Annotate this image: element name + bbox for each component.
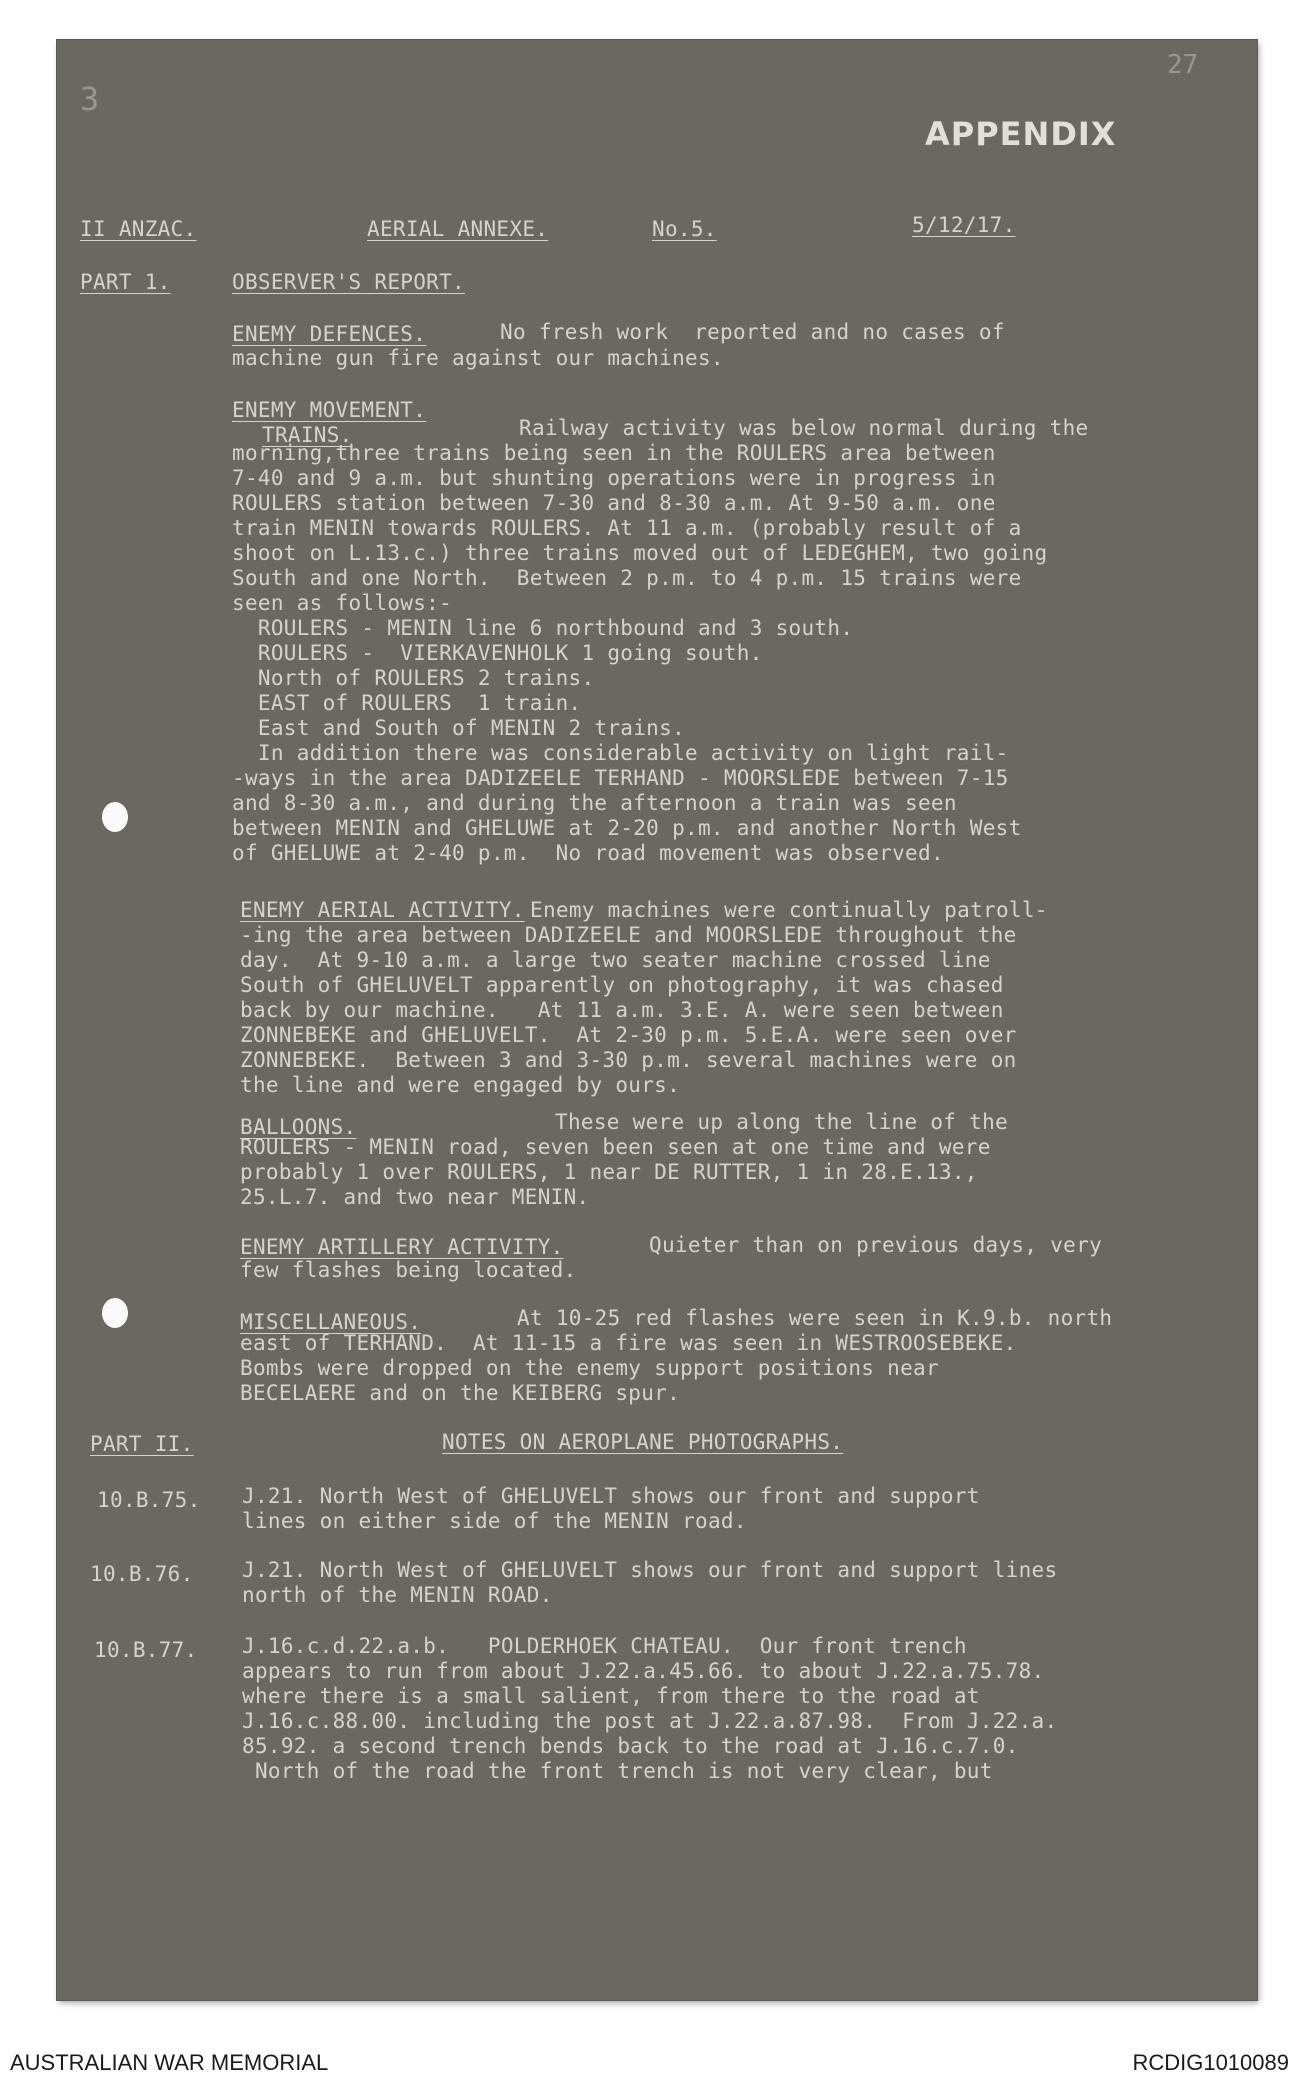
enemy-defences-line-2: machine gun fire against our machines.: [232, 346, 724, 370]
enemy-artillery-line-2: few flashes being located.: [240, 1258, 577, 1282]
miscellaneous-first-line: At 10-25 red flashes were seen in K.9.b. north: [517, 1306, 1113, 1330]
photo-notes: J.21. North West of GHELUVELT shows our front and support lines on either side of the MENIN road.: [242, 1484, 980, 1533]
balloons-body: ROULERS - MENIN road, seven been seen at one time and were probably 1 over ROULERS, 1 near DE RUTTER, 1 in 28.E.13., 25.L.7. and two near MENIN.: [240, 1135, 991, 1209]
part1-label: PART 1.: [80, 270, 171, 294]
enemy-defences-line-1: No fresh work reported and no cases of: [500, 320, 1005, 344]
document-page: [57, 40, 1257, 2000]
punch-hole: [102, 802, 128, 832]
page-number-left: 3: [80, 80, 100, 118]
page-number-right: 27: [1167, 50, 1199, 80]
miscellaneous-heading: MISCELLANEOUS.: [240, 1310, 422, 1334]
photo-notes: J.21. North West of GHELUVELT shows our front and support lines north of the MENIN ROAD.: [242, 1558, 1058, 1607]
enemy-movement-body: morning,three trains being seen in the ROULERS area between 7-40 and 9 a.m. but shunting operations were in progress in ROULERS station between 7-30 and 8-30 a.m. At 9-50 a.m. one train MENIN towards ROULERS. At 11 a.m. (probably result of a shoot on L.13.c.) three trains moved out of LEDEGHEM, two going South and one North. Between 2 p.m. to 4 p.m. 15 trains were seen as follows:- ROULERS - MENIN line 6 northbound and 3 south. ROULERS - VIERKAVENHOLK 1 going south. North of ROULERS 2 trains. EAST of ROULERS 1 train. East and South of MENIN 2 trains. In addition there was considerable activity on light rail- -ways in the area DADIZEELE TERHAND - MOORSLEDE between 7-15 and 8-30 a.m., and during the afternoon a train was seen between MENIN and GHELUWE at 2-20 p.m. and another North West of GHELUWE at 2-40 p.m. No road movement was observed.: [232, 441, 1048, 865]
enemy-aerial-heading: ENEMY AERIAL ACTIVITY.: [240, 898, 525, 922]
header-date: 5/12/17.: [912, 213, 1016, 237]
miscellaneous-body: east of TERHAND. At 11-15 a fire was seen in WESTROOSEBEKE. Bombs were dropped on the enemy support positions near BECELAERE and on the KEIBERG spur.: [240, 1331, 1017, 1405]
footer-left: AUSTRALIAN WAR MEMORIAL: [10, 2050, 329, 2075]
appendix-stamp: APPENDIX: [925, 115, 1117, 153]
punch-hole: [102, 1298, 128, 1328]
enemy-defences-heading: ENEMY DEFENCES.: [232, 322, 427, 346]
balloons-heading: BALLOONS.: [240, 1115, 357, 1139]
trains-first-line: Railway activity was below normal during the: [519, 416, 1089, 440]
header-title: AERIAL ANNEXE.: [367, 217, 549, 241]
photo-ref: 10.B.77.: [94, 1638, 198, 1662]
part2-label: PART II.: [90, 1432, 194, 1456]
enemy-aerial-body: -ing the area between DADIZEELE and MOORSLEDE throughout the day. At 9-10 a.m. a large two seater machine crossed line South of GHELUVELT apparently on photography, it was chased back by our machine. At 11 a.m. 3.E. A. were seen between ZONNEBEKE and GHELUVELT. At 2-30 p.m. 5.E.A. were seen over ZONNEBEKE. Between 3 and 3-30 p.m. several machines were on the line and were engaged by ours.: [240, 923, 1017, 1097]
part2-title: NOTES ON AEROPLANE PHOTOGRAPHS.: [442, 1430, 844, 1454]
photo-ref: 10.B.76.: [90, 1562, 194, 1586]
enemy-movement-heading: ENEMY MOVEMENT.: [232, 398, 427, 422]
enemy-aerial-first-line: Enemy machines were continually patroll-: [530, 898, 1048, 922]
balloons-first-line: These were up along the line of the: [555, 1110, 1009, 1134]
part1-title: OBSERVER'S REPORT.: [232, 270, 465, 294]
photo-notes: J.16.c.d.22.a.b. POLDERHOEK CHATEAU. Our front trench appears to run from about J.22.a.45.66. to about J.22.a.75.78. where there is a small salient, from there to the road at J.16.c.88.00. including the post at J.22.a.87.98. From J.22.a. 85.92. a second trench bends back to the road at J.16.c.7.0. North of the road the front trench is not very clear, but: [242, 1634, 1058, 1783]
photo-ref: 10.B.75.: [97, 1488, 201, 1512]
header-unit: II ANZAC.: [80, 217, 197, 241]
trains-heading: TRAINS.: [262, 423, 353, 447]
enemy-artillery-first-line: Quieter than on previous days, very: [649, 1233, 1103, 1257]
enemy-artillery-heading: ENEMY ARTILLERY ACTIVITY.: [240, 1235, 564, 1259]
footer-right: RCDIG1010089: [1132, 2050, 1289, 2075]
header-number: No.5.: [652, 217, 717, 241]
